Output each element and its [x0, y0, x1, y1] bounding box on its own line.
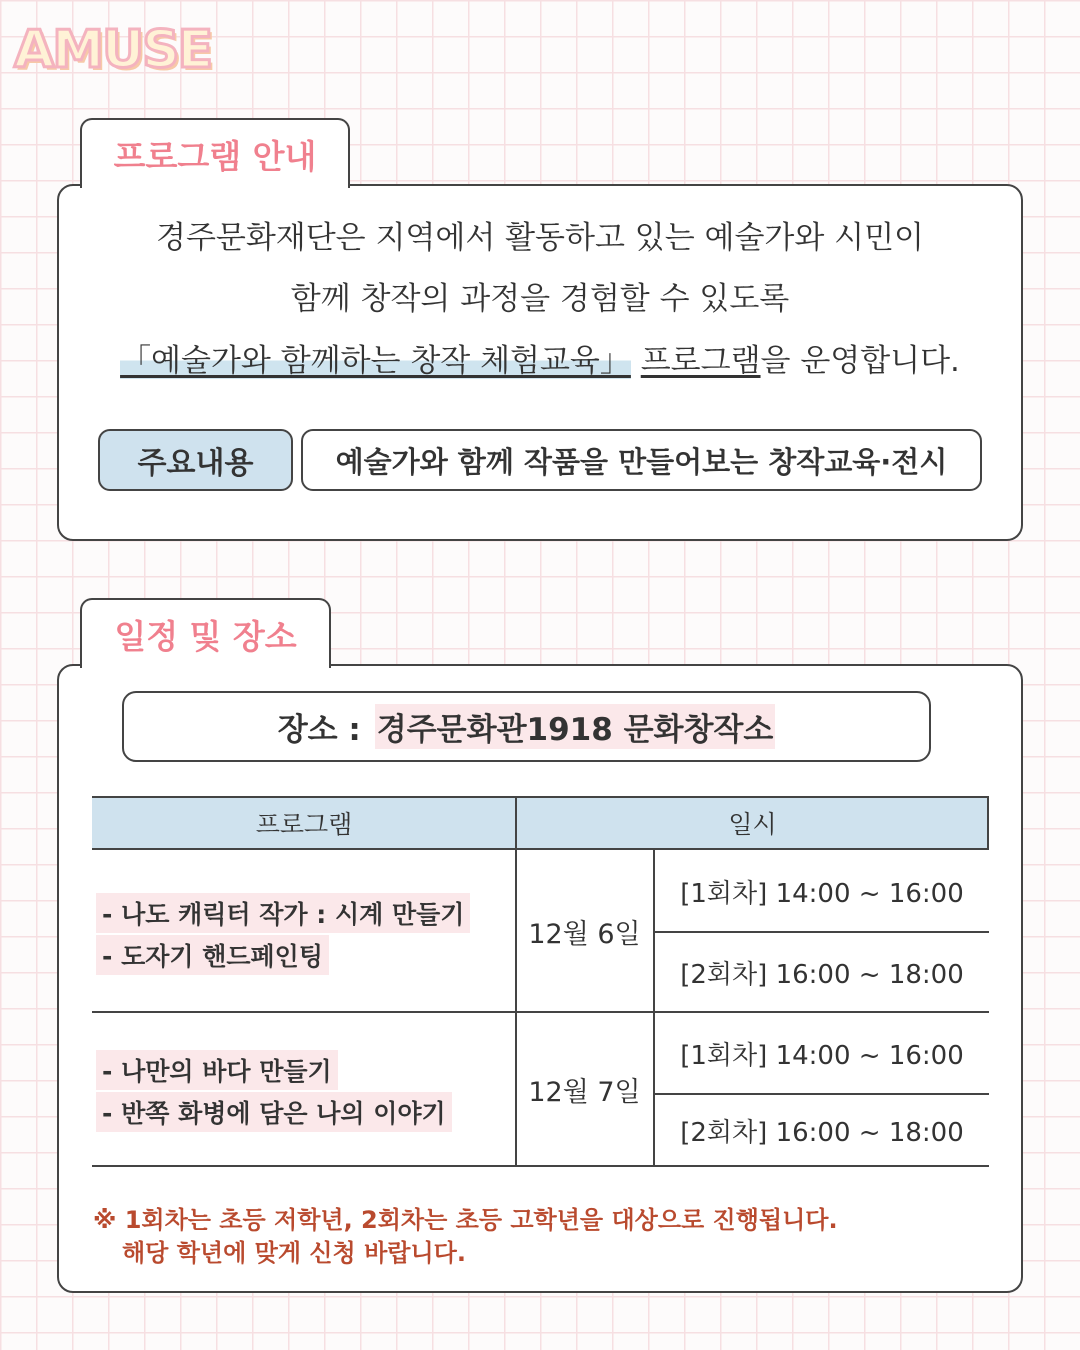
program-item: - 나만의 바다 만들기 [96, 1050, 338, 1090]
venue-label: 장소 : [277, 712, 361, 748]
program-word: 프로그램 [640, 343, 761, 379]
intro-line-1: 경주문화재단은 지역에서 활동하고 있는 예술가와 시민이 [156, 220, 924, 256]
venue-name: 경주문화관1918 문화창작소 [375, 704, 776, 749]
intro-line-2: 함께 창작의 과정을 경험할 수 있도록 [290, 281, 790, 317]
header-datetime: 일시 [728, 810, 777, 839]
row-2-session-1: [1회차] 14:00 ~ 16:00 [680, 1040, 964, 1071]
program-item: - 도자기 핸드페인팅 [96, 935, 329, 975]
schedule-tab-label: 일정 및 장소 [114, 616, 297, 656]
notice-line-1: ※ 1회차는 초등 저학년, 2회차는 초등 고학년을 대상으로 진행됩니다. [93, 1206, 838, 1234]
program-title-highlight: 「예술가와 함께하는 창작 체험교육」 [120, 343, 631, 379]
table-bottom-border [92, 1165, 989, 1167]
program-info-tab [80, 118, 350, 188]
header-program: 프로그램 [255, 810, 353, 839]
intro-line-3-rest: 을 운영합니다. [760, 343, 960, 379]
program-item: - 반쪽 화병에 담은 나의 이야기 [96, 1092, 452, 1132]
row-2-date: 12월 7일 [528, 1076, 641, 1108]
amuse-logo: AMUSE [14, 20, 212, 80]
main-content-label-text: 주요내용 [137, 446, 254, 481]
main-content-value [301, 429, 982, 491]
row-1-date: 12월 6일 [528, 919, 641, 950]
table-row-1-programs [96, 893, 470, 975]
program-info-tab-label: 프로그램 안내 [113, 136, 317, 176]
row-2-session-2: [2회차] 16:00 ~ 18:00 [680, 1117, 964, 1148]
notice-line-2: 해당 학년에 맞게 신청 바랍니다. [122, 1239, 466, 1267]
intro-line-3 [0, 335, 1080, 380]
row-1-session-1: [1회차] 14:00 ~ 16:00 [680, 879, 964, 909]
row-1-session-2: [2회차] 16:00 ~ 18:00 [680, 959, 964, 990]
schedule-tab [80, 598, 331, 668]
main-content-label [98, 429, 293, 491]
main-content-value-text: 예술가와 함께 작품을 만들어보는 창작교육·전시 [335, 444, 948, 479]
program-item: - 나도 캐릭터 작가 : 시계 만들기 [96, 893, 470, 933]
table-row-2-programs [96, 1050, 452, 1132]
venue-box [122, 691, 931, 762]
